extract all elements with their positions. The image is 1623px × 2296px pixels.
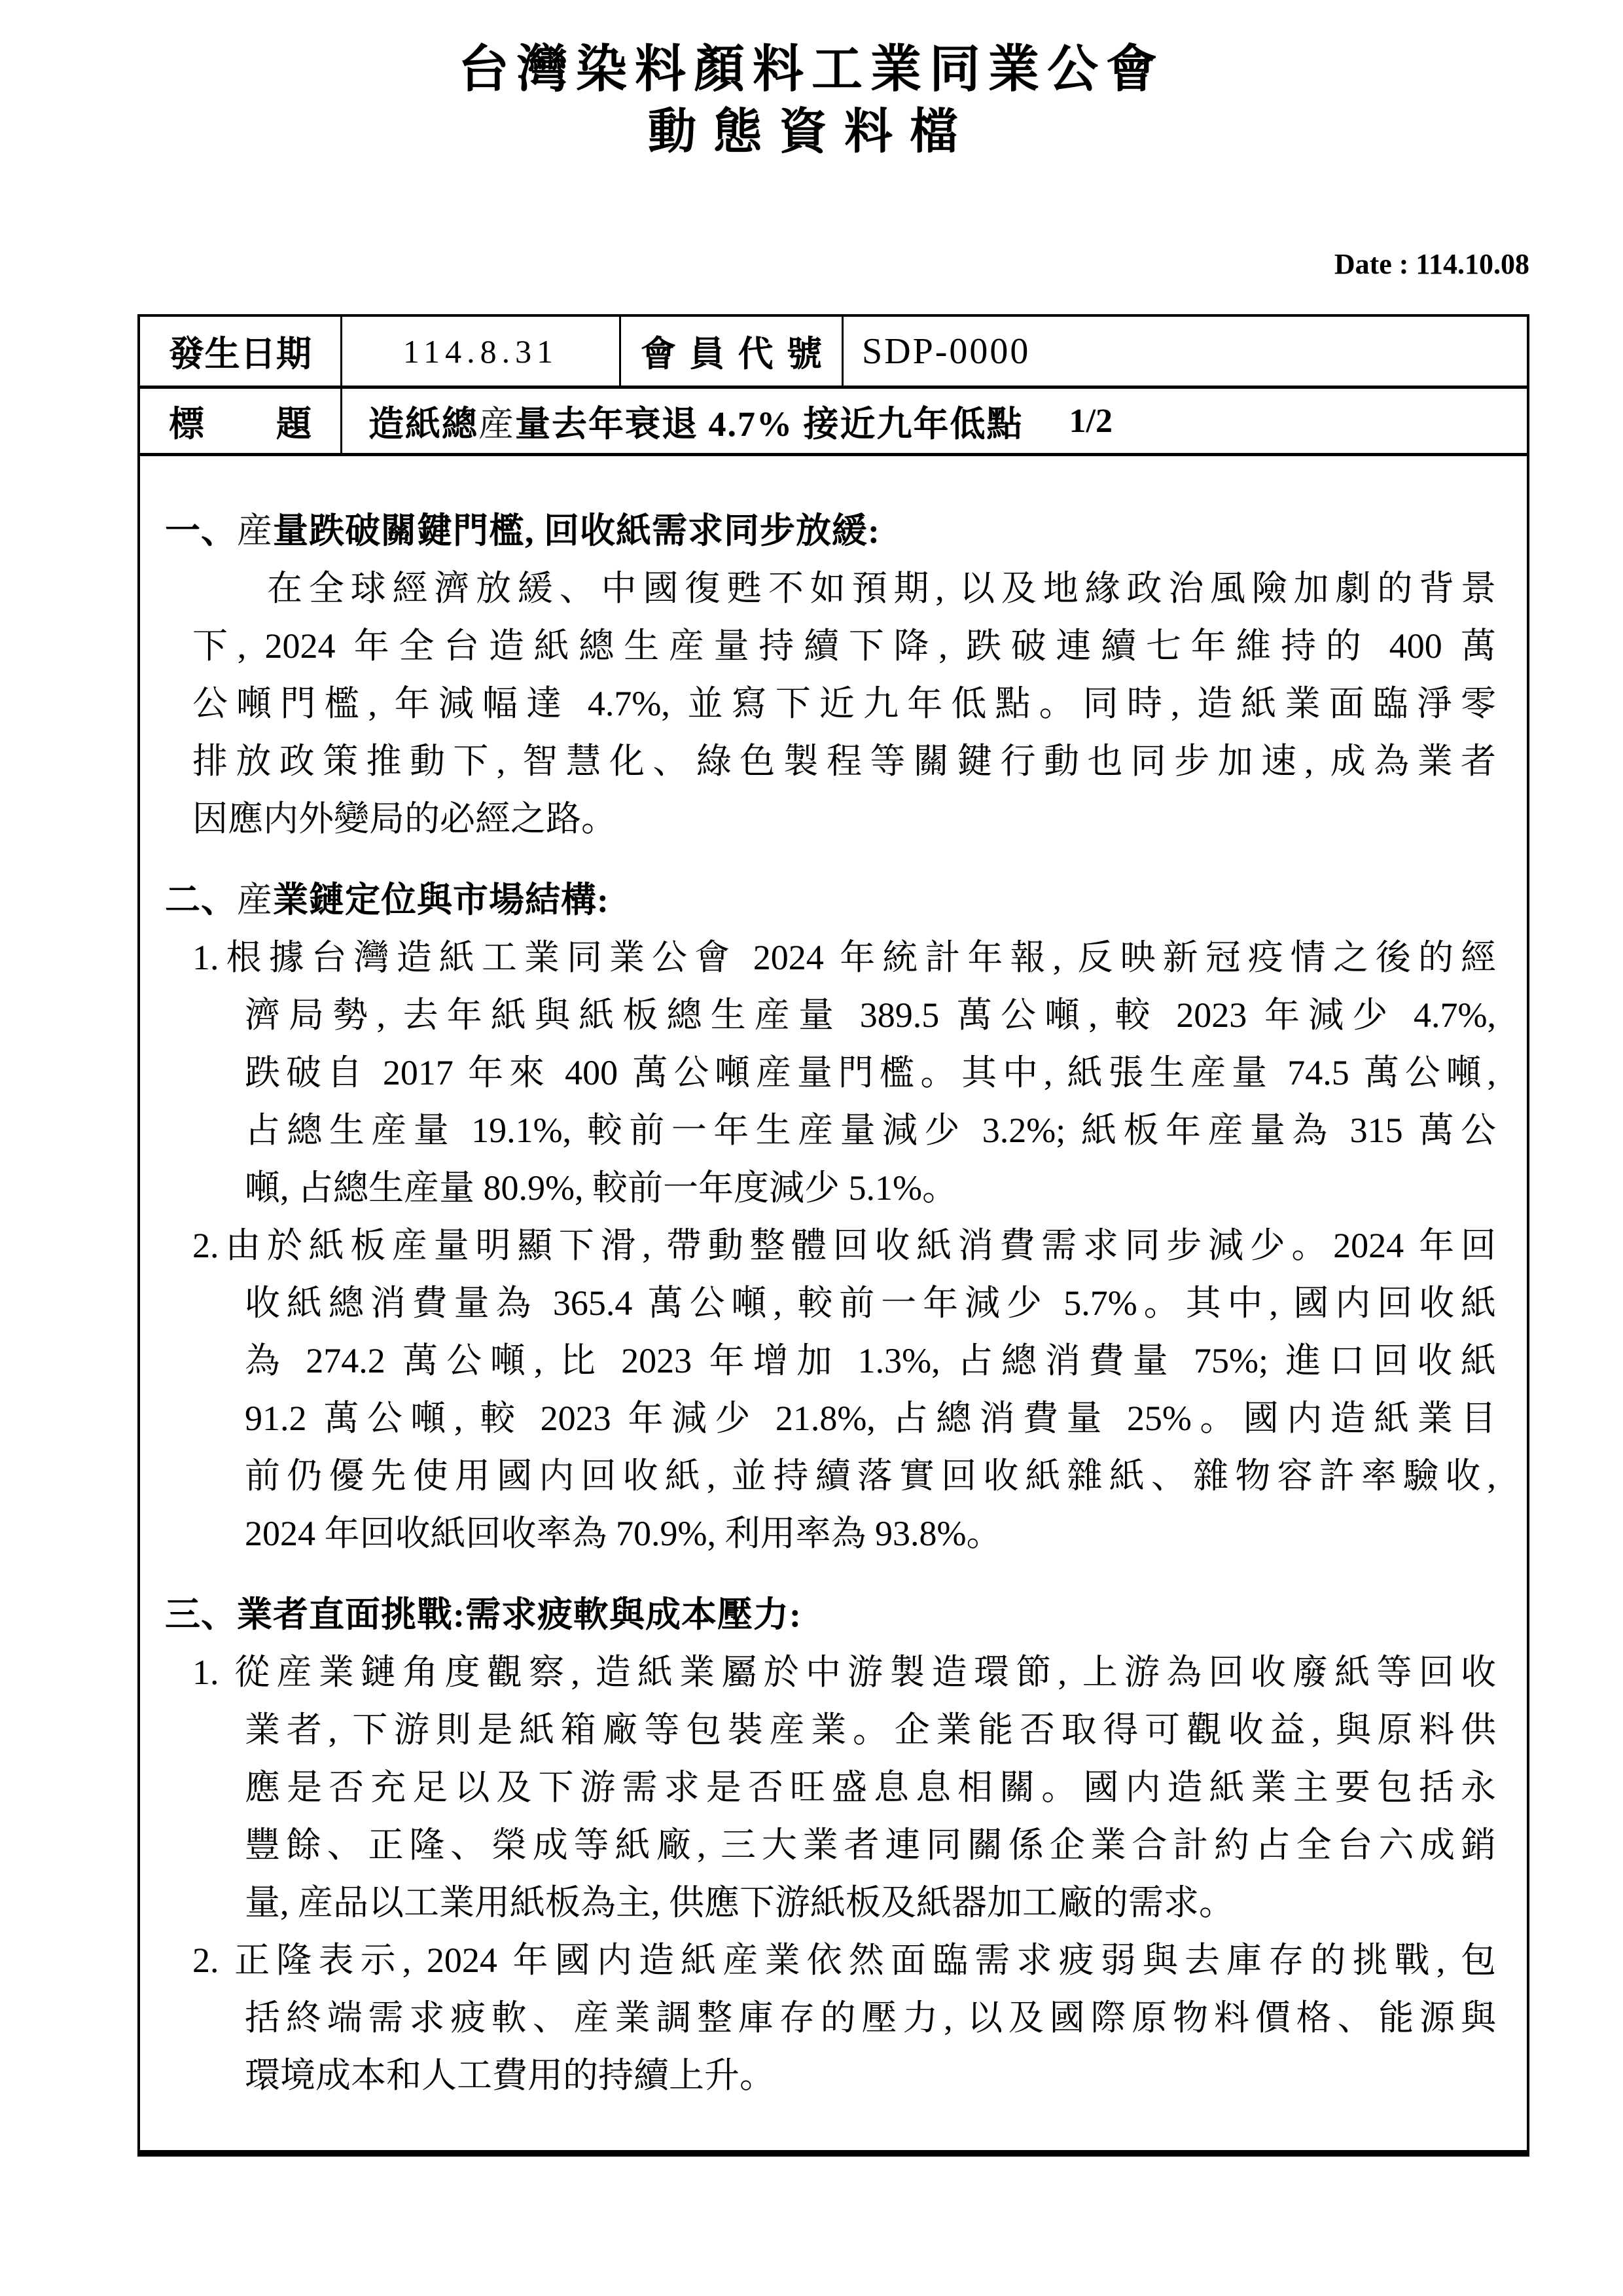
paragraph (165, 560, 1496, 848)
header-row-1 (140, 317, 1527, 389)
text-line: 下, 2024 年全台造紙總生産量持續下降, 跌破連續七年維持的 400 萬 (192, 626, 1497, 666)
text-line: 排放政策推動下, 智慧化、綠色製程等關鍵行動也同步加速, 成為業者 (192, 742, 1496, 781)
text-line: 占總生産量 19.1%, 較前一年生産量減少 3.2%; 紙板年産量為 315 萬公 (245, 1111, 1497, 1150)
text-line: 為 274.2 萬公噸, 比 2023 年增加 1.3%, 占總消費量 75%; 進口回收紙 (245, 1341, 1496, 1380)
section (165, 1586, 1496, 2104)
list-item (165, 1217, 1496, 1562)
text-line: 應是否充足以及下游需求是否旺盛息息相關。國内造紙業主要包括永 (245, 1768, 1497, 1807)
subject-cell (342, 389, 1527, 453)
section-heading: 二、産業鏈定位與市場結構: (165, 880, 609, 920)
text-line: 量, 産品以工業用紙板為主, 供應下游紙板及紙器加工廠的需求。 (245, 1883, 1234, 1922)
text-line: 2. 正隆表示, 2024 年國内造紙産業依然面臨需求疲弱與去庫存的挑戰, 包 (192, 1941, 1497, 1980)
text-line: 環境成本和人工費用的持續上升。 (245, 2056, 775, 2095)
text-line: 噸, 占總生産量 80.9%, 較前一年度減少 5.1%。 (245, 1168, 957, 1208)
text-line: 1. 從産業鏈角度觀察, 造紙業屬於中游製造環節, 上游為回收廢紙等回收 (192, 1653, 1497, 1692)
list-item (165, 929, 1496, 1217)
text-line: 收紙總消費量為 365.4 萬公噸, 較前一年減少 5.7%。其中, 國内回收紙 (245, 1283, 1497, 1323)
text-line: 因應内外變局的必經之路。 (192, 799, 616, 838)
section-heading: 三、業者直面挑戰:需求疲軟與成本壓力: (165, 1595, 802, 1634)
date-label: Date : 114.10.08 (1334, 248, 1529, 280)
occurrence-date-label: 發 生 日 期 (140, 317, 342, 386)
section (165, 871, 1496, 1562)
text-line: 跌破自 2017 年來 400 萬公噸産量門檻。其中, 紙張生産量 74.5 萬公噸, (245, 1053, 1497, 1092)
text-line: 1.根據台灣造紙工業同業公會 2024 年統計年報, 反映新冠疫情之後的經 (192, 938, 1496, 977)
document-subtitle: 動態資料檔 (648, 105, 975, 159)
text-line: 公噸門檻, 年減幅達 4.7%, 並寫下近九年低點。同時, 造紙業面臨淨零 (192, 684, 1496, 723)
occurrence-date-value: 114.8.31 (342, 317, 621, 386)
text-line: 2024 年回收紙回收率為 70.9%, 利用率為 93.8%。 (245, 1514, 1002, 1553)
subject-label: 標 題 (140, 389, 342, 453)
member-code-label: 會 員 代 號 (621, 317, 844, 386)
list-item (165, 1643, 1496, 1931)
section-heading: 一、産量跌破關鍵門檻, 回收紙需求同步放緩: (165, 511, 880, 550)
text-line: 前仍優先使用國内回收紙, 並持續落實回收紙雜紙、雜物容許率驗收, (245, 1456, 1497, 1496)
text-line: 91.2 萬公噸, 較 2023 年減少 21.8%, 占總消費量 25%。國内造紙業目 (245, 1399, 1497, 1438)
record-frame (137, 314, 1529, 2157)
text-line: 括終端需求疲軟、産業調整庫存的壓力, 以及國際原物料價格、能源與 (245, 1998, 1497, 2037)
text-line: 2.由於紙板産量明顯下滑, 帶動整體回收紙消費需求同步減少。2024 年回 (192, 1226, 1497, 1265)
text-line: 業者, 下游則是紙箱廠等包裝産業。企業能否取得可觀收益, 與原料供 (245, 1710, 1497, 1749)
document-body (140, 456, 1527, 2150)
document-title: 台灣染料顏料工業同業公會 (457, 41, 1165, 98)
member-code-value: SDP-0000 (862, 331, 1031, 372)
text-line: 在全球經濟放緩、中國復甦不如預期, 以及地緣政治風險加劇的背景 (267, 569, 1496, 608)
page-indicator: 1/2 (1069, 402, 1113, 440)
list-item (165, 1931, 1496, 2104)
subject-title: 造紙總産量去年衰退 4.7% 接近九年低點 (368, 404, 1024, 444)
section (165, 502, 1496, 848)
text-line: 濟局勢, 去年紙與紙板總生産量 389.5 萬公噸, 較 2023 年減少 4.7%, (245, 996, 1497, 1035)
header-row-2 (140, 389, 1527, 456)
text-line: 豐餘、正隆、榮成等紙廠, 三大業者連同關係企業合計約占全台六成銷 (245, 1825, 1496, 1865)
